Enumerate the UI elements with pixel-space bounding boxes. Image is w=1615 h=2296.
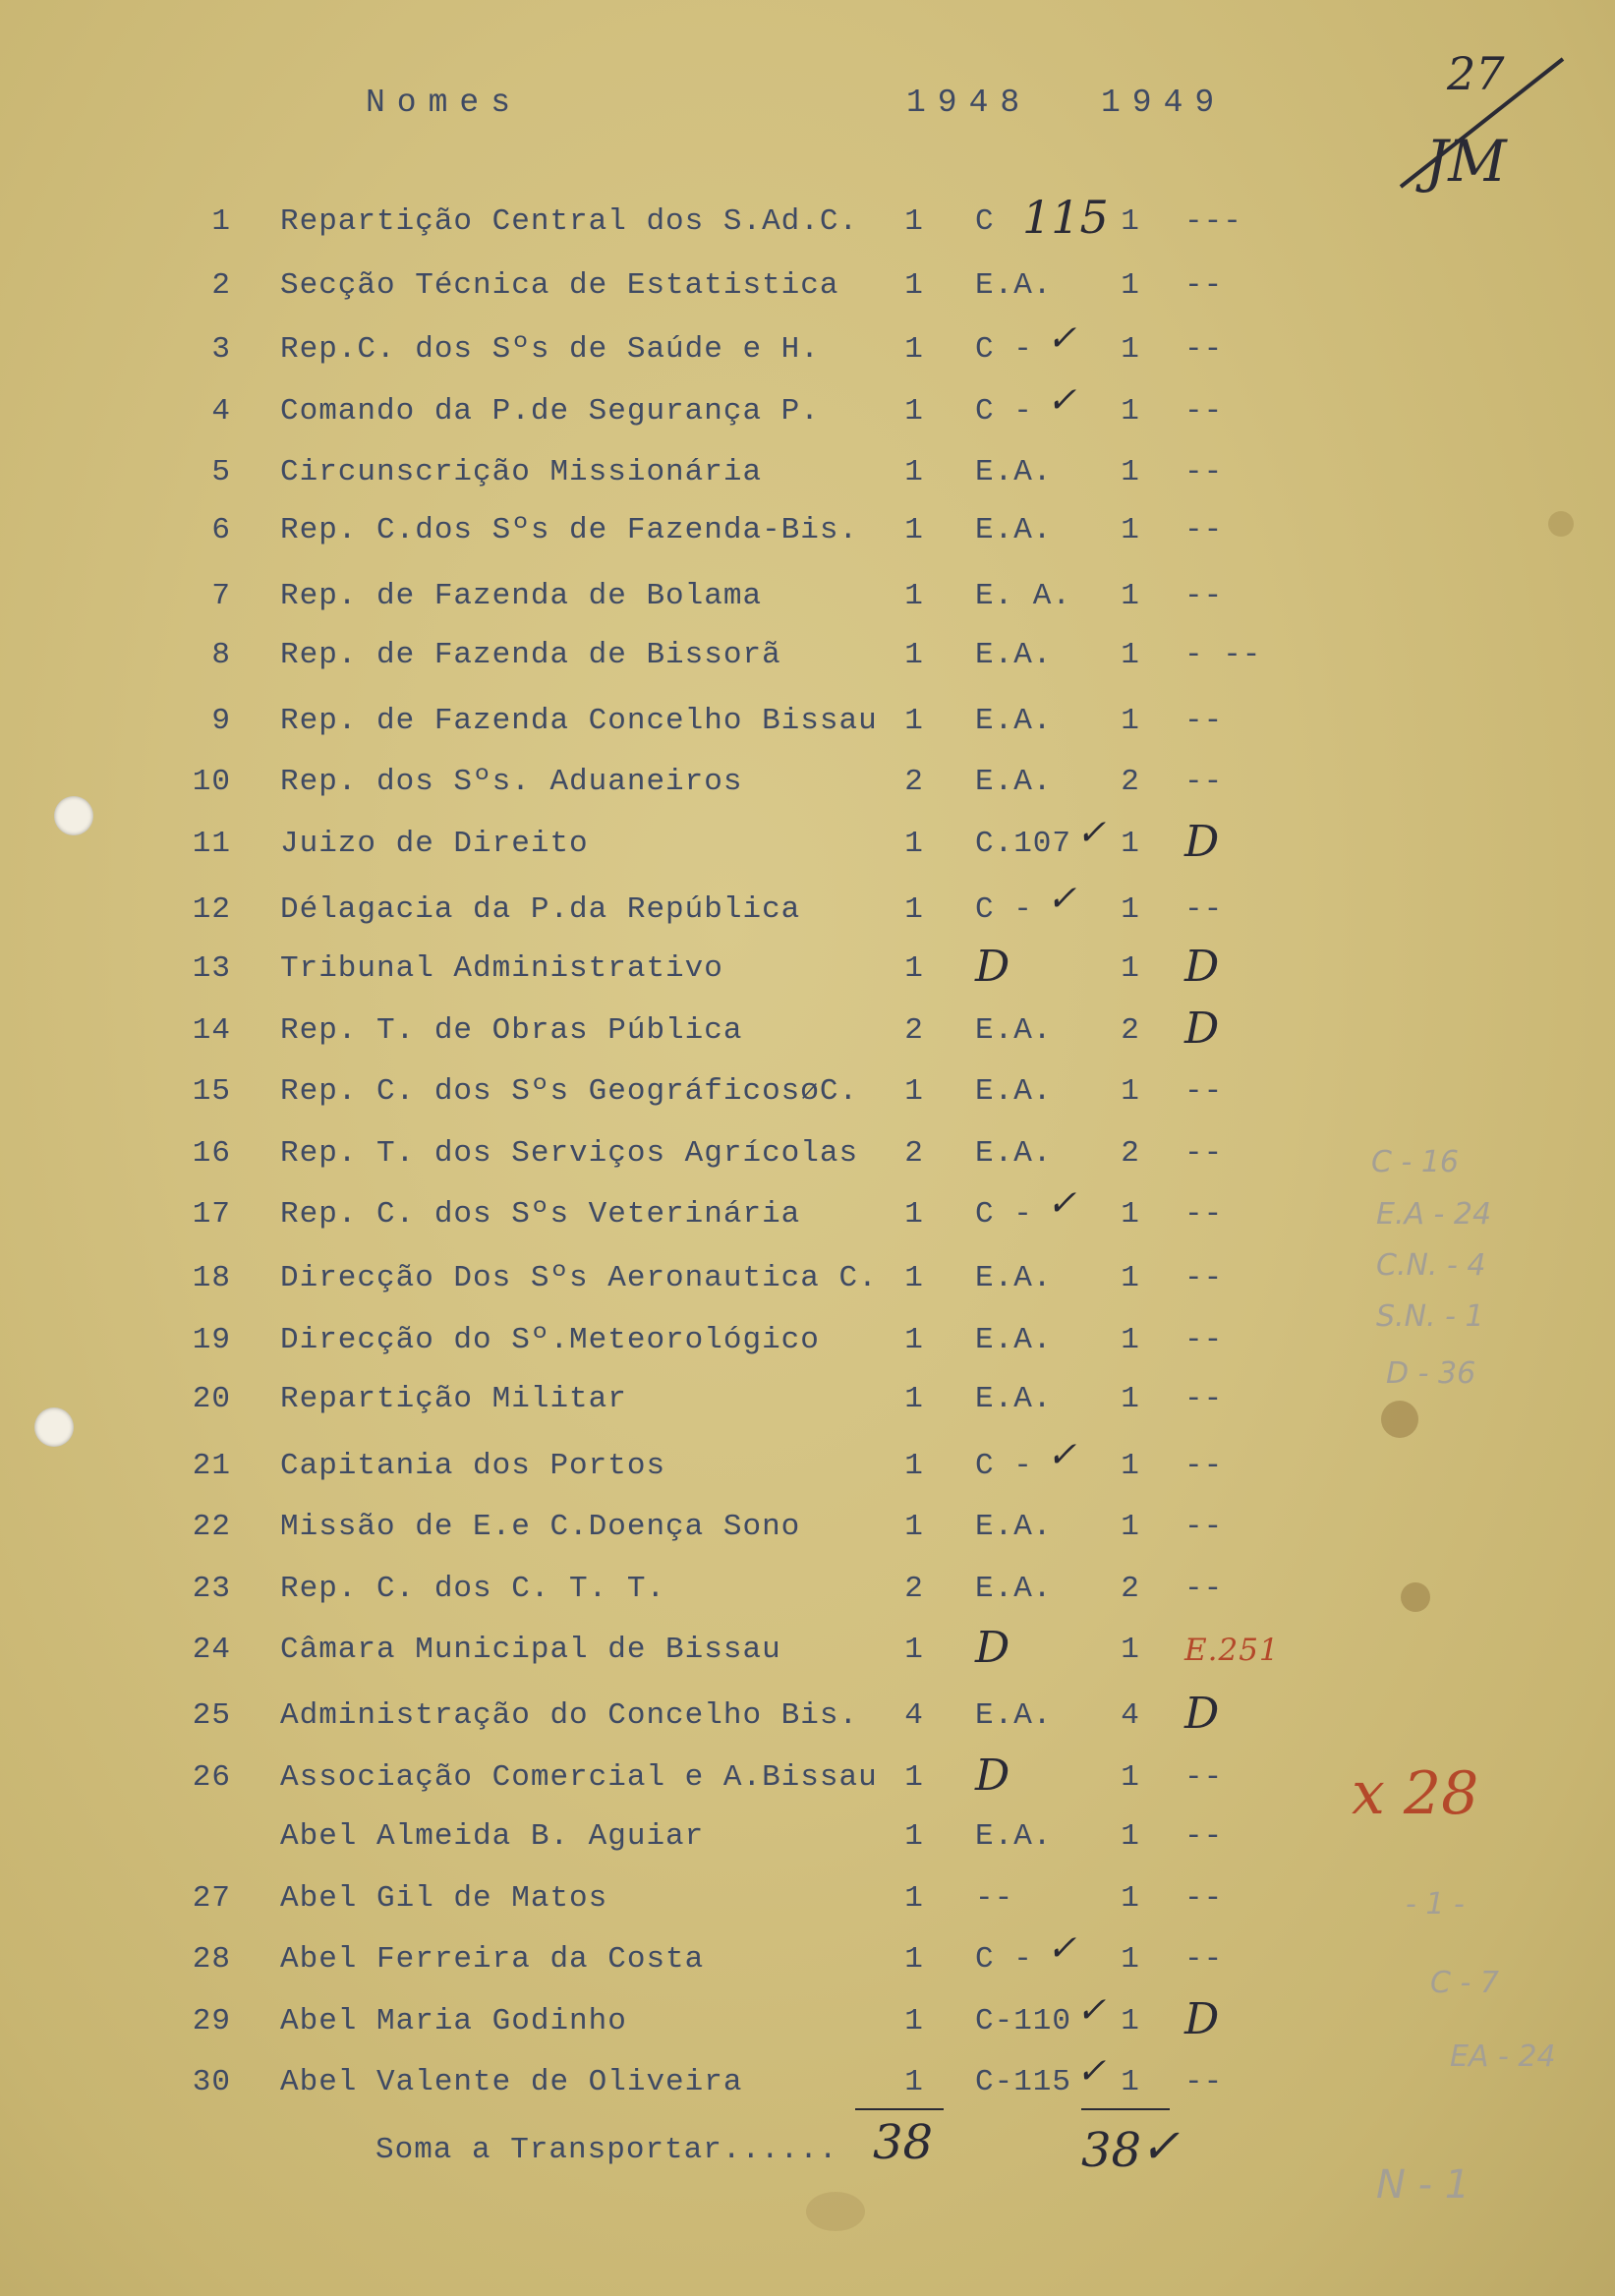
row-number: 11 xyxy=(192,827,231,861)
total-1948: 38 xyxy=(873,2115,934,2170)
row-1948: 1 xyxy=(904,1261,924,1295)
row-number: 4 xyxy=(211,394,231,429)
row-1948: 2 xyxy=(904,1013,924,1048)
row-code: C - xyxy=(975,332,1033,367)
margin-note-red: x 28 xyxy=(1352,1759,1479,1828)
row-mark: -- xyxy=(1184,765,1224,799)
row-number: 22 xyxy=(192,1510,231,1544)
row-number: 5 xyxy=(211,455,231,489)
row-mark: -- xyxy=(1184,1382,1224,1416)
table-row xyxy=(0,813,1615,886)
check-mark-icon: ✓ xyxy=(1076,2051,1107,2092)
row-1948: 1 xyxy=(904,951,924,986)
row-1948: 1 xyxy=(904,204,924,239)
row-1948: 1 xyxy=(904,1323,924,1357)
row-name: Rep. dos Sºs. Aduaneiros xyxy=(280,765,743,799)
row-1948: 1 xyxy=(904,827,924,861)
row-1949: 1 xyxy=(1121,951,1140,986)
row-code: E.A. xyxy=(975,1382,1053,1416)
margin-note-faint-7: C - 7 xyxy=(1430,1966,1499,2000)
row-mark: -- xyxy=(1184,1323,1224,1357)
row-mark: -- xyxy=(1184,1449,1224,1483)
row-name: Direcção Dos Sºs Aeronautica C. xyxy=(280,1261,878,1295)
header-year-1949: 1949 xyxy=(1101,85,1227,121)
row-mark: -- xyxy=(1184,1261,1224,1295)
row-mark: -- xyxy=(1184,1510,1224,1544)
check-mark-icon: ✓ xyxy=(1047,1928,1077,1969)
row-name: Abel Ferreira da Costa xyxy=(280,1942,705,1977)
row-1948: 1 xyxy=(904,1449,924,1483)
row-1949: 1 xyxy=(1121,1074,1140,1109)
row-mark: -- xyxy=(1184,1136,1224,1171)
row-name: Rep. T. dos Serviços Agrícolas xyxy=(280,1136,859,1171)
margin-note-faint-1: C - 16 xyxy=(1371,1145,1460,1179)
row-mark: -- xyxy=(1184,704,1224,738)
margin-note-faint-2: E.A - 24 xyxy=(1376,1197,1492,1232)
row-code: D xyxy=(975,942,1011,992)
row-mark: -- xyxy=(1184,394,1224,429)
row-1949: 1 xyxy=(1121,204,1140,239)
row-number: 8 xyxy=(211,638,231,672)
row-code: E.A. xyxy=(975,1510,1053,1544)
row-name: Juizo de Direito xyxy=(280,827,589,861)
row-mark: -- xyxy=(1184,1572,1224,1606)
row-code: E.A. xyxy=(975,1819,1053,1854)
row-code: E.A. xyxy=(975,1013,1053,1048)
table-row xyxy=(0,1990,1615,2063)
row-1948: 1 xyxy=(904,638,924,672)
row-name: Circunscrição Missionária xyxy=(280,455,763,489)
row-name: Rep. de Fazenda de Bissorã xyxy=(280,638,781,672)
table-row xyxy=(0,879,1615,951)
row-1949: 1 xyxy=(1121,513,1140,547)
table-row xyxy=(0,380,1615,453)
row-number: 13 xyxy=(192,951,231,986)
row-number: 27 xyxy=(192,1881,231,1916)
margin-note-faint-9: N - 1 xyxy=(1376,2162,1471,2208)
row-code: C - xyxy=(975,1197,1033,1232)
row-name: Repartição Militar xyxy=(280,1382,627,1416)
row-code: E. A. xyxy=(975,579,1072,613)
table-row xyxy=(0,191,1615,263)
row-1948: 1 xyxy=(904,579,924,613)
row-name: Câmara Municipal de Bissau xyxy=(280,1633,781,1667)
row-code: C-115 xyxy=(975,2065,1072,2099)
table-row xyxy=(0,942,1615,1010)
row-1949: 1 xyxy=(1121,1449,1140,1483)
row-name: Rep. C. dos C. T. T. xyxy=(280,1572,666,1606)
row-1948: 1 xyxy=(904,1760,924,1795)
row-mark: D xyxy=(1184,942,1221,992)
table-row xyxy=(0,1881,1615,1940)
row-1948: 2 xyxy=(904,765,924,799)
row-code: E.A. xyxy=(975,638,1053,672)
table-row xyxy=(0,1928,1615,2001)
total-underline-1948 xyxy=(855,2108,944,2110)
table-row xyxy=(0,1510,1615,1569)
row-1949: 1 xyxy=(1121,1881,1140,1916)
row-code: E.A. xyxy=(975,1074,1053,1109)
row-mark: -- xyxy=(1184,455,1224,489)
stain xyxy=(806,2192,865,2231)
row-1949: 1 xyxy=(1121,704,1140,738)
row-code: D xyxy=(975,1623,1011,1673)
row-1949: 1 xyxy=(1121,1942,1140,1977)
row-1948: 1 xyxy=(904,704,924,738)
row-number: 25 xyxy=(192,1698,231,1733)
table-row xyxy=(0,513,1615,572)
row-number: 12 xyxy=(192,892,231,927)
row-name: Repartição Central dos S.Ad.C. xyxy=(280,204,859,239)
table-row xyxy=(0,1183,1615,1256)
row-1949: 1 xyxy=(1121,455,1140,489)
row-name: Rep.C. dos Sºs de Saúde e H. xyxy=(280,332,820,367)
row-code: E.A. xyxy=(975,1698,1053,1733)
row-code: C xyxy=(975,204,995,239)
row-code: E.A. xyxy=(975,268,1053,303)
row-mark: -- xyxy=(1184,1074,1224,1109)
row-code: C - xyxy=(975,892,1033,927)
table-row xyxy=(0,455,1615,514)
row-1949: 1 xyxy=(1121,1197,1140,1232)
row-name: Abel Maria Godinho xyxy=(280,2004,627,2038)
row-number: 26 xyxy=(192,1760,231,1795)
row-name: Direcção do Sº.Meteorológico xyxy=(280,1323,820,1357)
check-mark-icon: ✓ xyxy=(1047,879,1077,919)
check-mark-icon: ✓ xyxy=(1076,813,1107,853)
row-code: C - xyxy=(975,1449,1033,1483)
row-1948: 1 xyxy=(904,1942,924,1977)
margin-note-faint-3: C.N. - 4 xyxy=(1376,1248,1486,1283)
table-row xyxy=(0,1074,1615,1133)
row-1949: 1 xyxy=(1121,1261,1140,1295)
row-number: 18 xyxy=(192,1261,231,1295)
row-number: 28 xyxy=(192,1942,231,1977)
row-1949: 4 xyxy=(1121,1698,1140,1733)
row-1949: 1 xyxy=(1121,268,1140,303)
row-name: Rep. C. dos Sºs GeográficosøC. xyxy=(280,1074,859,1109)
row-1948: 2 xyxy=(904,1136,924,1171)
row-name: Rep. T. de Obras Pública xyxy=(280,1013,743,1048)
row-1949: 1 xyxy=(1121,332,1140,367)
row-name: Abel Almeida B. Aguiar xyxy=(280,1819,705,1854)
row-number: 19 xyxy=(192,1323,231,1357)
row-name: Tribunal Administrativo xyxy=(280,951,723,986)
row-name: Associação Comercial e A.Bissau xyxy=(280,1760,878,1795)
row-code: C-110 xyxy=(975,2004,1072,2038)
row-code: E.A. xyxy=(975,1261,1053,1295)
row-1948: 4 xyxy=(904,1698,924,1733)
total-underline-1949 xyxy=(1081,2108,1170,2110)
row-1949: 1 xyxy=(1121,2004,1140,2038)
table-row xyxy=(0,579,1615,638)
row-mark: D xyxy=(1184,817,1221,867)
row-code: C.107 xyxy=(975,827,1072,861)
check-mark-icon: ✓ xyxy=(1047,318,1077,359)
row-number: 7 xyxy=(211,579,231,613)
table-row xyxy=(0,765,1615,824)
total-label: Soma a Transportar...... xyxy=(375,2133,838,2167)
margin-note-faint-6: - 1 - xyxy=(1406,1887,1465,1922)
row-code: E.A. xyxy=(975,1323,1053,1357)
total-check-icon: ✓ xyxy=(1140,2119,1181,2174)
row-name: Rep. C. dos Sºs Veterinária xyxy=(280,1197,801,1232)
table-row xyxy=(0,1004,1615,1072)
row-mark: -- xyxy=(1184,268,1224,303)
row-1948: 1 xyxy=(904,1881,924,1916)
row-code: E.A. xyxy=(975,1572,1053,1606)
row-code: C - xyxy=(975,1942,1033,1977)
row-name: Secção Técnica de Estatistica xyxy=(280,268,839,303)
total-1949: 38 xyxy=(1081,2123,1142,2178)
row-1949: 1 xyxy=(1121,892,1140,927)
check-mark-icon: ✓ xyxy=(1047,1435,1077,1475)
row-name: Abel Valente de Oliveira xyxy=(280,2065,743,2099)
table-row xyxy=(0,1261,1615,1320)
row-number: 16 xyxy=(192,1136,231,1171)
table-row xyxy=(0,1435,1615,1508)
row-mark: -- xyxy=(1184,332,1224,367)
row-number: 3 xyxy=(211,332,231,367)
row-1949: 1 xyxy=(1121,1633,1140,1667)
row-code: -- xyxy=(975,1881,1014,1916)
table-row xyxy=(0,704,1615,763)
check-mark-icon: ✓ xyxy=(1047,380,1077,421)
margin-note-faint-4: S.N. - 1 xyxy=(1376,1299,1484,1334)
row-1948: 1 xyxy=(904,1197,924,1232)
row-code: E.A. xyxy=(975,704,1053,738)
row-1948: 1 xyxy=(904,455,924,489)
row-mark: D xyxy=(1184,1004,1221,1054)
row-number: 30 xyxy=(192,2065,231,2099)
row-code: E.A. xyxy=(975,765,1053,799)
row-name: Rep. C.dos Sºs de Fazenda-Bis. xyxy=(280,513,859,547)
row-1948: 1 xyxy=(904,332,924,367)
row-mark: -- xyxy=(1184,1942,1224,1977)
handwritten-number: 115 xyxy=(1022,191,1109,244)
row-1948: 1 xyxy=(904,2065,924,2099)
margin-note-faint-5: D - 36 xyxy=(1386,1356,1476,1391)
row-1948: 1 xyxy=(904,1074,924,1109)
row-number: 14 xyxy=(192,1013,231,1048)
row-1949: 1 xyxy=(1121,1382,1140,1416)
row-1948: 1 xyxy=(904,1633,924,1667)
row-mark: D xyxy=(1184,1994,1221,2044)
corner-note-bottom: JM xyxy=(1425,128,1507,195)
row-number: 29 xyxy=(192,2004,231,2038)
row-mark: - -- xyxy=(1184,638,1262,672)
row-name: Délagacia da P.da República xyxy=(280,892,801,927)
row-number: 20 xyxy=(192,1382,231,1416)
table-row xyxy=(0,638,1615,697)
row-mark: -- xyxy=(1184,1760,1224,1795)
row-1948: 1 xyxy=(904,2004,924,2038)
row-number: 10 xyxy=(192,765,231,799)
row-1949: 1 xyxy=(1121,394,1140,429)
table-row xyxy=(0,1572,1615,1631)
header-names: Nomes xyxy=(366,85,523,121)
row-1949: 2 xyxy=(1121,765,1140,799)
row-code: D xyxy=(975,1751,1011,1801)
row-mark: -- xyxy=(1184,1881,1224,1916)
row-number: 1 xyxy=(211,204,231,239)
table-row xyxy=(0,1689,1615,1757)
header-year-1948: 1948 xyxy=(906,85,1032,121)
row-mark: -- xyxy=(1184,1819,1224,1854)
row-number: 24 xyxy=(192,1633,231,1667)
row-1949: 1 xyxy=(1121,827,1140,861)
row-mark: -- xyxy=(1184,2065,1224,2099)
row-number: 15 xyxy=(192,1074,231,1109)
row-1948: 1 xyxy=(904,513,924,547)
row-number: 2 xyxy=(211,268,231,303)
row-name: Missão de E.e C.Doença Sono xyxy=(280,1510,801,1544)
check-mark-icon: ✓ xyxy=(1047,1183,1077,1224)
table-row xyxy=(0,1382,1615,1441)
row-name: Abel Gil de Matos xyxy=(280,1881,608,1916)
check-mark-icon: ✓ xyxy=(1076,1990,1107,2031)
row-1949: 1 xyxy=(1121,1510,1140,1544)
table-row xyxy=(0,1819,1615,1878)
row-mark: E.251 xyxy=(1184,1633,1280,1668)
row-1948: 2 xyxy=(904,1572,924,1606)
row-number: 21 xyxy=(192,1449,231,1483)
row-1949: 1 xyxy=(1121,1760,1140,1795)
row-name: Comando da P.de Segurança P. xyxy=(280,394,820,429)
row-name: Rep. de Fazenda Concelho Bissau xyxy=(280,704,878,738)
corner-note-top: 27 xyxy=(1447,47,1505,100)
row-code: E.A. xyxy=(975,1136,1053,1171)
row-mark: --- xyxy=(1184,204,1242,239)
row-mark: D xyxy=(1184,1689,1221,1739)
row-number: 9 xyxy=(211,704,231,738)
row-number: 23 xyxy=(192,1572,231,1606)
row-code: E.A. xyxy=(975,455,1053,489)
row-1949: 2 xyxy=(1121,1013,1140,1048)
row-1949: 2 xyxy=(1121,1572,1140,1606)
row-1949: 1 xyxy=(1121,1819,1140,1854)
margin-note-faint-8: EA - 24 xyxy=(1450,2039,1556,2074)
row-mark: -- xyxy=(1184,513,1224,547)
row-1948: 1 xyxy=(904,1510,924,1544)
row-number: 17 xyxy=(192,1197,231,1232)
row-1949: 1 xyxy=(1121,579,1140,613)
row-1948: 1 xyxy=(904,1382,924,1416)
row-1949: 1 xyxy=(1121,1323,1140,1357)
row-mark: -- xyxy=(1184,892,1224,927)
row-1948: 1 xyxy=(904,1819,924,1854)
table-row xyxy=(0,318,1615,391)
row-1948: 1 xyxy=(904,892,924,927)
row-1948: 1 xyxy=(904,268,924,303)
row-mark: -- xyxy=(1184,579,1224,613)
row-name: Rep. de Fazenda de Bolama xyxy=(280,579,763,613)
row-code: C - xyxy=(975,394,1033,429)
row-name: Administração do Concelho Bis. xyxy=(280,1698,859,1733)
table-row xyxy=(0,1623,1615,1692)
row-number: 6 xyxy=(211,513,231,547)
row-name: Capitania dos Portos xyxy=(280,1449,666,1483)
row-1949: 1 xyxy=(1121,638,1140,672)
row-1949: 1 xyxy=(1121,2065,1140,2099)
row-mark: -- xyxy=(1184,1197,1224,1232)
row-code: E.A. xyxy=(975,513,1053,547)
table-row xyxy=(0,1323,1615,1382)
row-1949: 2 xyxy=(1121,1136,1140,1171)
row-1948: 1 xyxy=(904,394,924,429)
table-row xyxy=(0,268,1615,327)
